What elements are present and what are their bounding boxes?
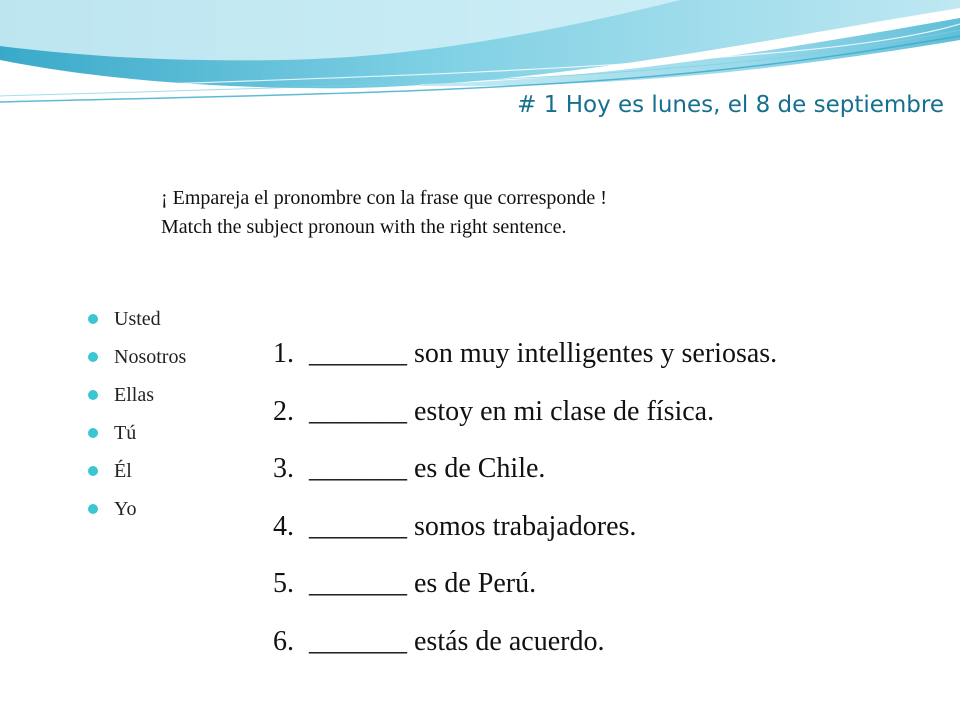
- pronoun-item: [88, 300, 186, 338]
- sentence-item: [273, 330, 777, 388]
- bullet-icon: [88, 390, 98, 400]
- sentence-text: _______ estás de acuerdo.: [309, 625, 605, 657]
- bullet-icon: [88, 314, 98, 324]
- bullet-icon: [88, 352, 98, 362]
- sentence-number: 4.: [273, 510, 294, 542]
- sentence-list: [273, 330, 777, 675]
- bullet-icon: [88, 466, 98, 476]
- pronoun-label: Él: [114, 460, 132, 482]
- bullet-icon: [88, 428, 98, 438]
- pronoun-item: [88, 414, 186, 452]
- instructions-spanish: ¡ Empareja el pronombre con la frase que corresponde !: [161, 187, 607, 209]
- pronoun-label: Yo: [114, 498, 137, 520]
- sentence-item: [273, 445, 777, 503]
- sentence-text: _______ somos trabajadores.: [309, 510, 637, 542]
- sentence-item: [273, 388, 777, 446]
- pronoun-label: Tú: [114, 422, 137, 444]
- sentence-item: [273, 618, 777, 676]
- sentence-number: 6.: [273, 625, 294, 657]
- pronoun-label: Ellas: [114, 384, 154, 406]
- sentence-text: _______ es de Perú.: [309, 568, 537, 599]
- pronoun-item: [88, 452, 186, 490]
- sentence-text: _______ es de Chile.: [309, 453, 546, 484]
- sentence-text: _______ son muy intelligentes y seriosas.: [309, 338, 778, 369]
- sentence-number: 5.: [273, 568, 294, 599]
- pronoun-item: [88, 376, 186, 414]
- sentence-item: [273, 503, 777, 561]
- pronoun-item: [88, 338, 186, 376]
- sentence-number: 2.: [273, 395, 294, 427]
- sentence-item: [273, 560, 777, 618]
- sentence-number: 3.: [273, 453, 294, 484]
- instructions-english: Match the subject pronoun with the right sentence.: [161, 216, 567, 238]
- sentence-number: 1.: [273, 338, 294, 369]
- pronoun-list: [88, 300, 186, 528]
- pronoun-label: Usted: [114, 308, 161, 330]
- pronoun-item: [88, 490, 186, 528]
- sentence-text: _______ estoy en mi clase de física.: [309, 395, 715, 427]
- instructions: [161, 184, 607, 242]
- pronoun-label: Nosotros: [114, 346, 187, 368]
- bullet-icon: [88, 504, 98, 514]
- slide-title: # 1 Hoy es lunes, el 8 de septiembre: [517, 92, 944, 118]
